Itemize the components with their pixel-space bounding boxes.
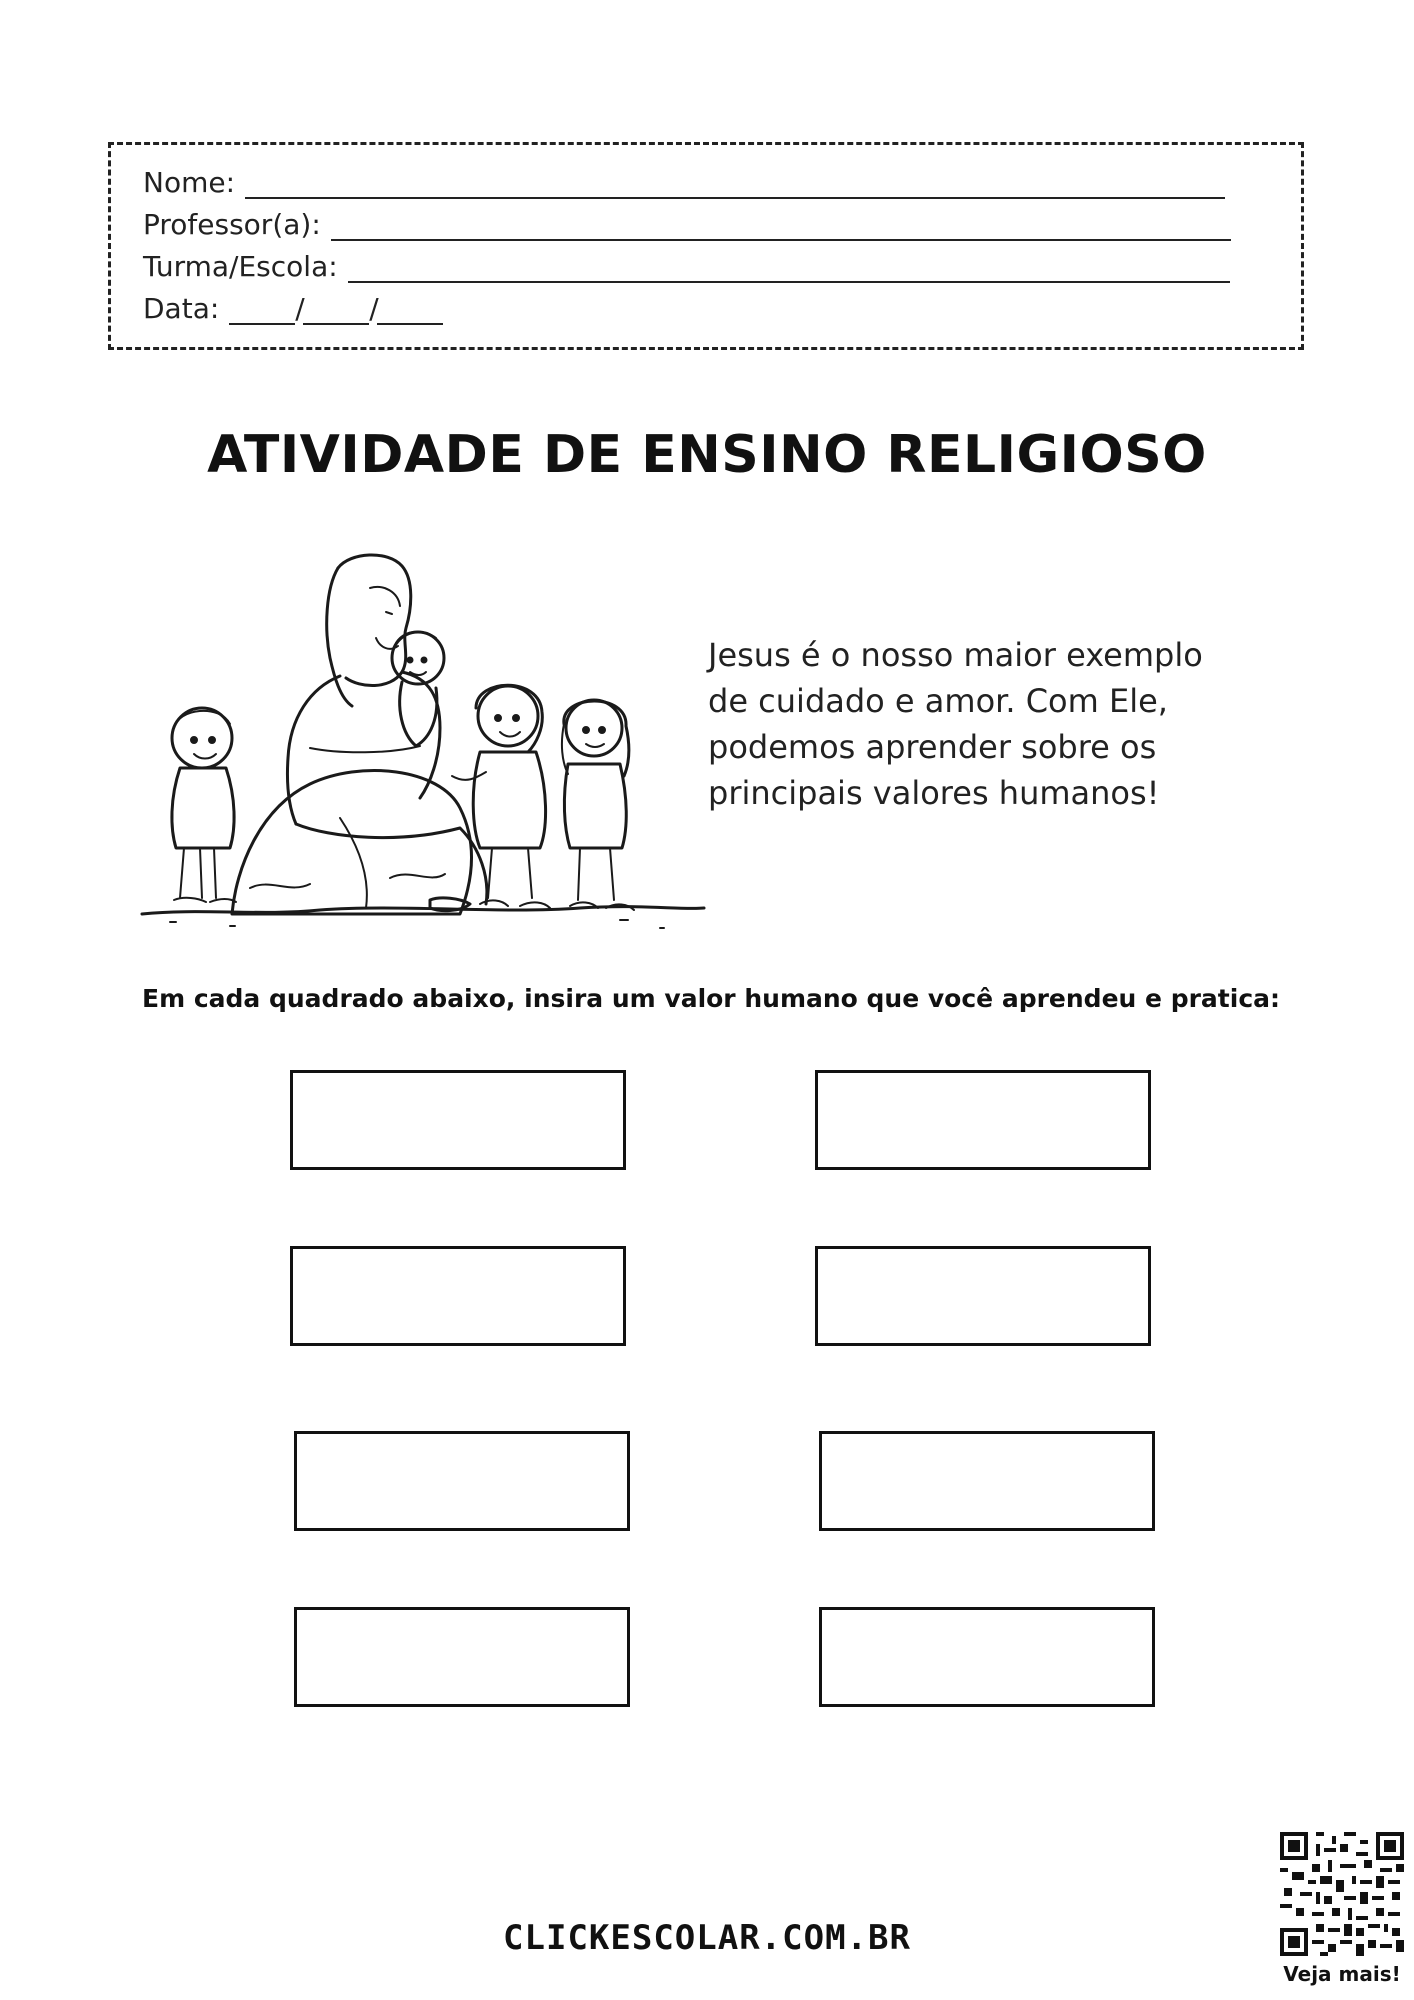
date-month-field[interactable] — [303, 293, 369, 325]
answer-box[interactable] — [290, 1070, 626, 1170]
intro-text — [708, 632, 1228, 816]
teacher-field-row — [143, 201, 1231, 241]
answer-box[interactable] — [815, 1246, 1151, 1346]
answer-box[interactable] — [290, 1246, 626, 1346]
name-field[interactable] — [245, 167, 1225, 199]
name-field-row — [143, 159, 1225, 199]
instruction-text: Em cada quadrado abaixo, insira um valor humano que você aprendeu e pratica: — [142, 984, 1281, 1013]
qr-code-icon[interactable] — [1280, 1832, 1404, 1956]
class-label: Turma/Escola: — [143, 250, 338, 283]
date-day-field[interactable] — [229, 293, 295, 325]
date-separator: / — [369, 292, 379, 325]
class-field[interactable] — [348, 251, 1230, 283]
name-label: Nome: — [143, 166, 236, 199]
student-info-box — [108, 142, 1304, 350]
answer-box[interactable] — [819, 1431, 1155, 1531]
answer-box[interactable] — [294, 1607, 630, 1707]
jesus-with-children-illustration — [140, 548, 708, 958]
date-field-row — [143, 285, 443, 325]
page-title: ATIVIDADE DE ENSINO RELIGIOSO — [207, 425, 1207, 485]
answer-box[interactable] — [294, 1431, 630, 1531]
teacher-label: Professor(a): — [143, 208, 321, 241]
date-label: Data: — [143, 292, 220, 325]
date-year-field[interactable] — [377, 293, 443, 325]
class-field-row — [143, 243, 1230, 283]
intro-line: de cuidado e amor. Com Ele, — [708, 682, 1168, 720]
qr-caption: Veja mais! — [1283, 1962, 1401, 1986]
intro-line: podemos aprender sobre os — [708, 728, 1157, 766]
date-separator: / — [295, 292, 305, 325]
teacher-field[interactable] — [331, 209, 1231, 241]
intro-line: principais valores humanos! — [708, 774, 1160, 812]
intro-line: Jesus é o nosso maior exemplo — [708, 636, 1203, 674]
site-footer-link[interactable]: CLICKESCOLAR.COM.BR — [503, 1918, 911, 1958]
answer-box[interactable] — [815, 1070, 1151, 1170]
answer-box[interactable] — [819, 1607, 1155, 1707]
